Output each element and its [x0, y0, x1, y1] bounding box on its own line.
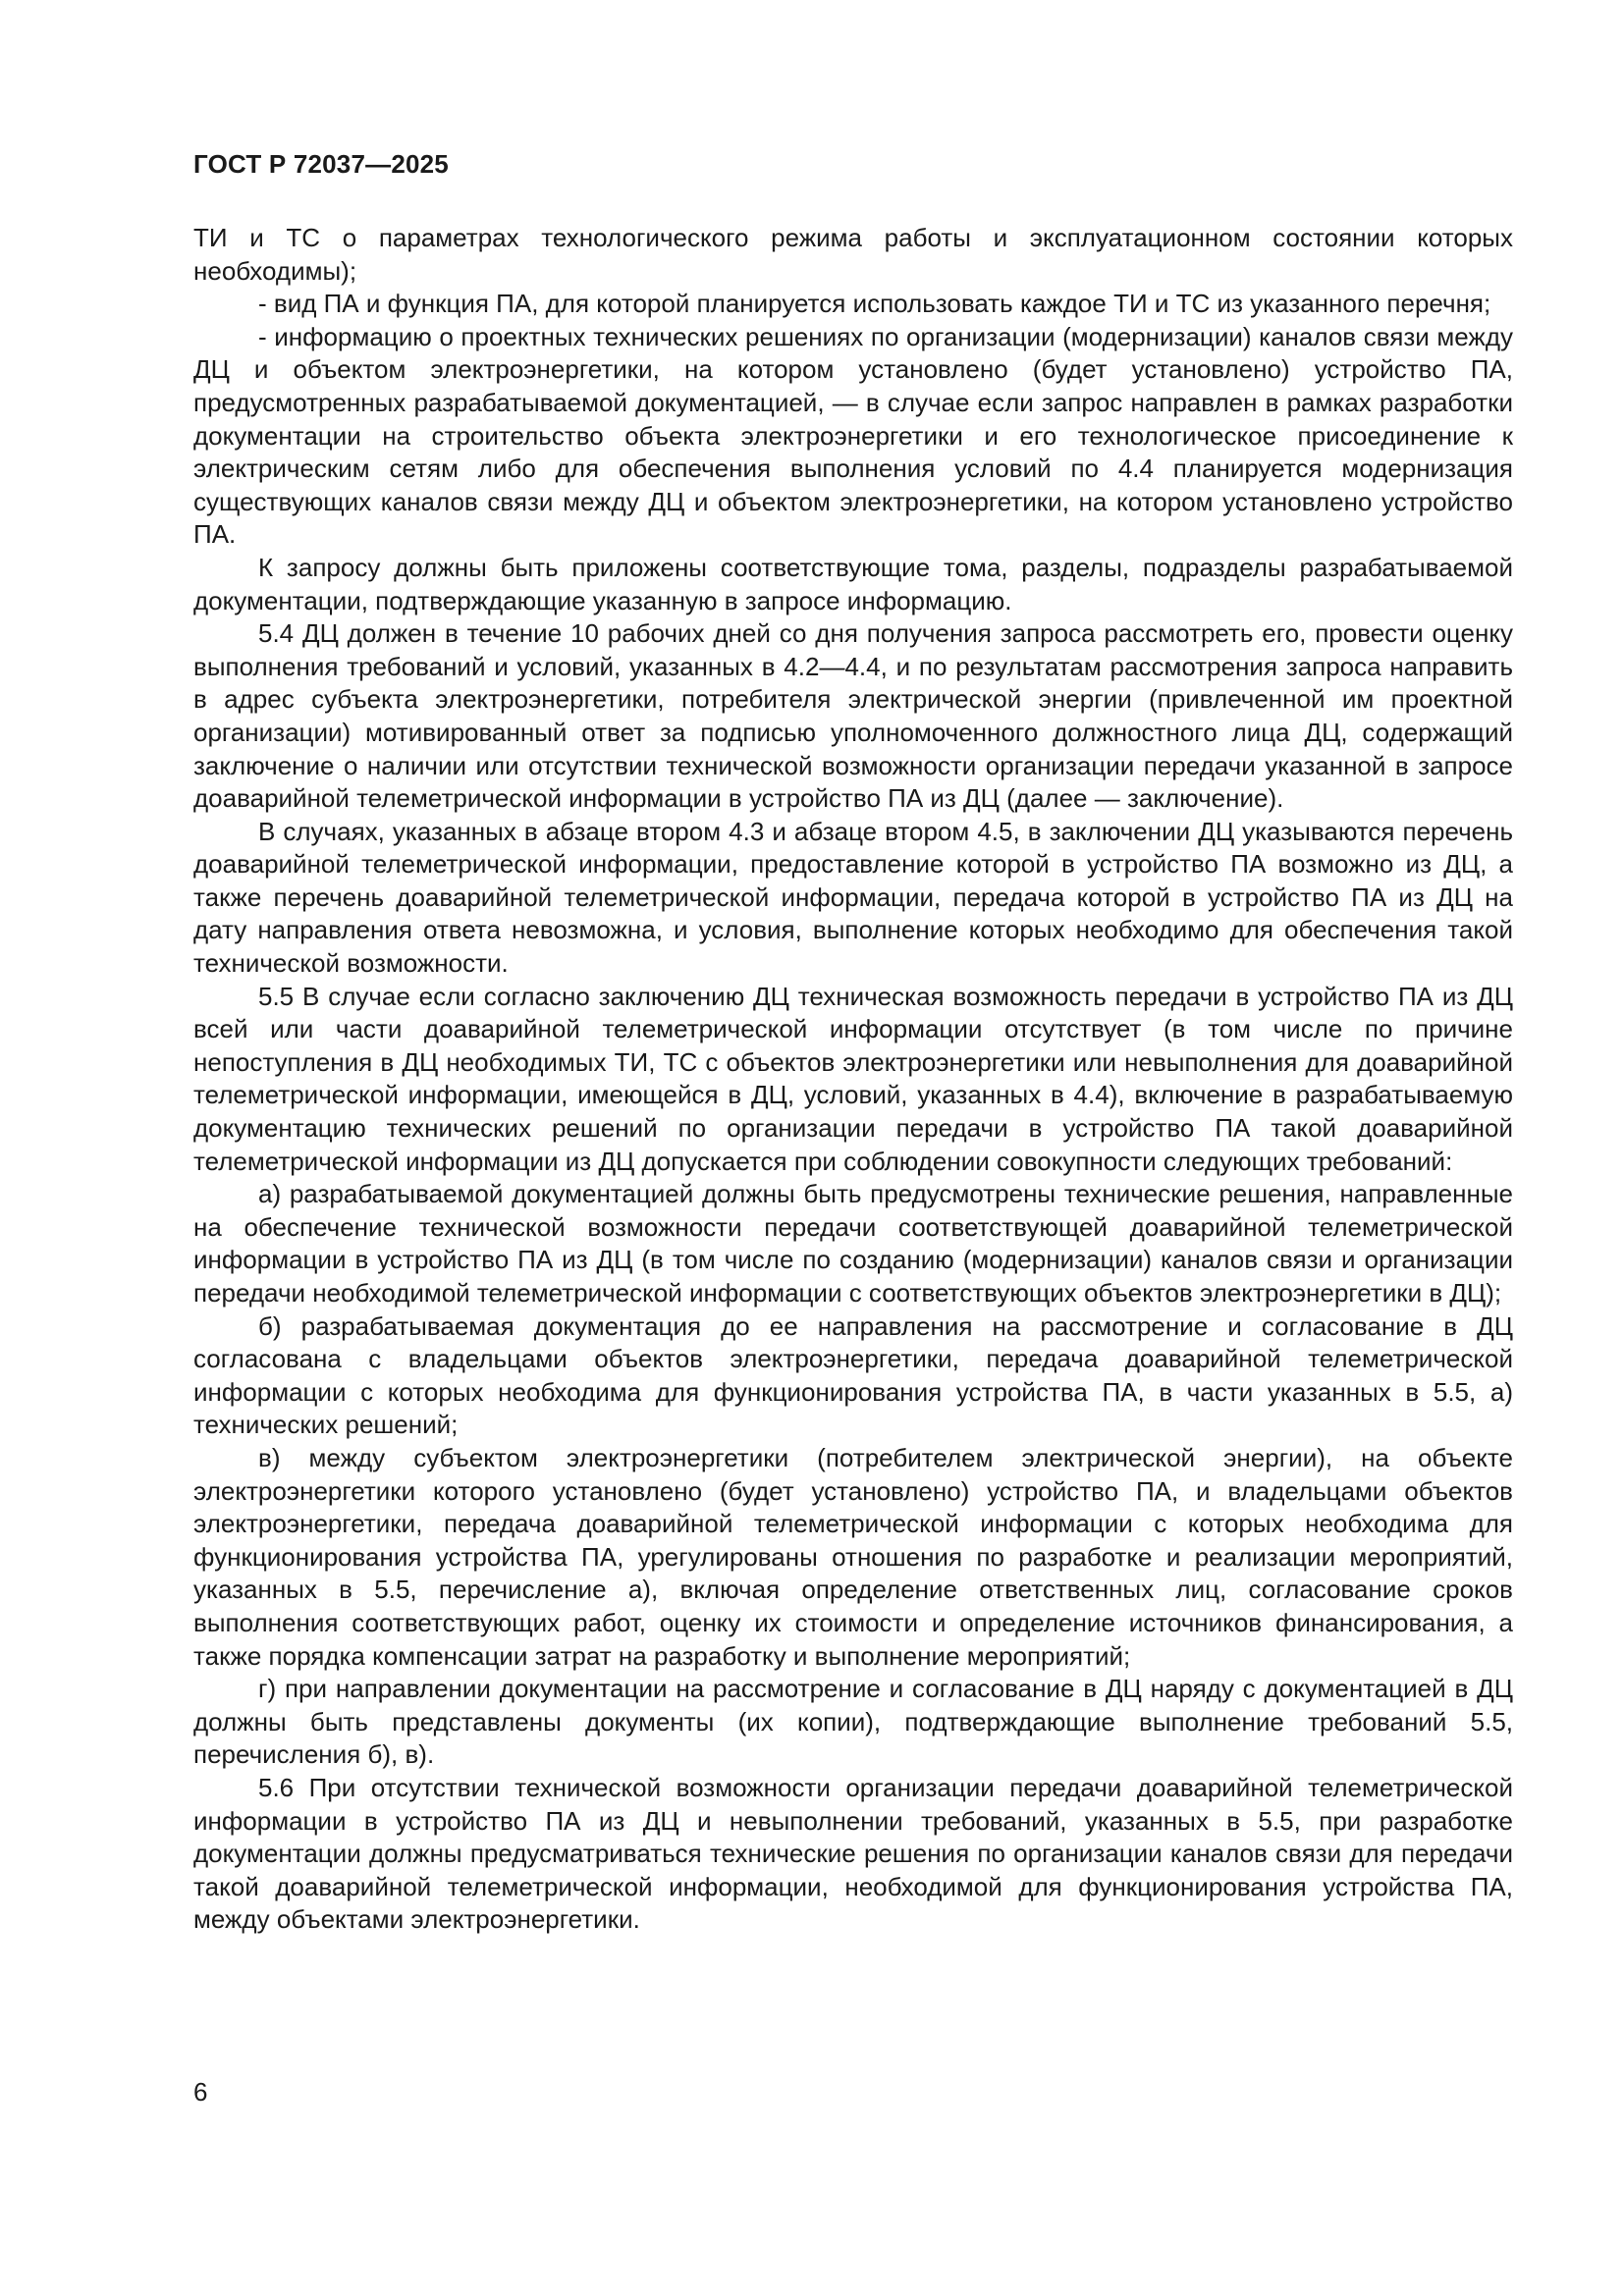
list-item-project-solutions: - информацию о проектных технических решениях по организации (модернизации) каналов связи между ДЦ и объектом электроэнергетики, на котором установлено (будет установлено) устройство ПА, предусмотренных разрабатываемой документацией, — в случае если запрос направлен в рамках разработки документации на строительство объекта электроэнергетики и его технологическое присоединение к электрическим сетям либо для обеспечения выполнения условий по 4.4 планируется модернизация существующих каналов связи между ДЦ и объектом электроэнергетики, на котором установлено устройство ПА. — [193, 321, 1513, 550]
paragraph-attachments: К запросу должны быть приложены соответствующие тома, разделы, подразделы разрабатываемой документации, подтверждающие указанную в запросе информацию. — [193, 552, 1513, 615]
paragraph-cases: В случаях, указанных в абзаце втором 4.3 и абзаце втором 4.5, в заключении ДЦ указываются перечень доаварийной телеметрической информации, предоставление которой в устройство ПА возможно из ДЦ, а также перечень доаварийной телеметрической информации, передача которой в устройство ПА из ДЦ на дату направления ответа невозможна, и условия, выполнение которых необходимо для обеспечения такой технической возможности. — [193, 816, 1513, 979]
paragraph-continuation: ТИ и ТС о параметрах технологического режима работы и эксплуатационном состоянии которых необходимы); — [193, 223, 1513, 286]
list-item-v: в) между субъектом электроэнергетики (потребителем электрической энергии), на объекте электроэнергетики которого установлено (будет установлено) устройство ПА, и владельцами объектов электроэнергетики, передача доаварийной телеметрической информации с которых необходима для функционирования устройства ПА, урегулированы отношения по разработке и реализации мероприятий, указанных в 5.5, перечисление а), включая определение ответственных лиц, согласование сроков выполнения соответствующих работ, оценку их стоимости и определение источников финансирования, а также порядка компенсации затрат на разработку и выполнение мероприятий; — [193, 1442, 1513, 1671]
list-item-g: г) при направлении документации на рассмотрение и согласование в ДЦ наряду с документацией в ДЦ должны быть представлены документы (их копии), подтверждающие выполнение требований 5.5, перечисления б), в). — [193, 1674, 1513, 1770]
list-item-pa-type: - вид ПА и функция ПА, для которой планируется использовать каждое ТИ и ТС из указанного перечня; — [258, 289, 1491, 319]
body-text — [193, 222, 1513, 1937]
list-item-b: б) разрабатываемая документация до ее направления на рассмотрение и согласование в ДЦ согласована с владельцами объектов электроэнергетики, передача доаварийной телеметрической информации с которых необходима для функционирования устройства ПА, в части указанных в 5.5, а) технических решений; — [193, 1310, 1513, 1440]
standard-header: ГОСТ Р 72037—2025 — [193, 149, 449, 179]
list-item-a: а) разрабатываемой документацией должны быть предусмотрены технические решения, направленные на обеспечение технической возможности передачи соответствующей доаварийной телеметрической информации в устройство ПА из ДЦ (в том числе по созданию (модернизации) каналов связи и организации передачи необходимой телеметрической информации с соответствующих объектов электроэнергетики в ДЦ); — [193, 1179, 1513, 1308]
page-number: 6 — [193, 2077, 208, 2107]
clause-5-4: 5.4 ДЦ должен в течение 10 рабочих дней со дня получения запроса рассмотреть его, провести оценку выполнения требований и условий, указанных в 4.2—4.4, и по результатам рассмотрения запроса направить в адрес субъекта электроэнергетики, потребителя электрической энергии (привлеченной им проектной организации) мотивированный ответ за подписью уполномоченного должностного лица ДЦ, содержащий заключение о наличии или отсутствии технической возможности организации передачи указанной в запросе доаварийной телеметрической информации в устройство ПА из ДЦ (далее — заключение). — [193, 618, 1513, 814]
clause-5-6: 5.6 При отсутствии технической возможности организации передачи доаварийной телеметрической информации в устройство ПА из ДЦ и невыполнении требований, указанных в 5.5, при разработке документации должны предусматриваться технические решения по организации каналов связи для передачи такой доаварийной телеметрической информации, необходимой для функционирования устройства ПА, между объектами электроэнергетики. — [193, 1772, 1513, 1935]
clause-5-5: 5.5 В случае если согласно заключению ДЦ техническая возможность передачи в устройство ПА из ДЦ всей или части доаварийной телеметрической информации отсутствует (в том числе по причине непоступления в ДЦ необходимых ТИ, ТС с объектов электроэнергетики или невыполнения для доаварийной телеметрической информации, имеющейся в ДЦ, условий, указанных в 4.4), включение в разрабатываемую документацию технических решений по организации передачи в устройство ПА такой доаварийной телеметрической информации из ДЦ допускается при соблюдении совокупности следующих требований: — [193, 981, 1513, 1176]
